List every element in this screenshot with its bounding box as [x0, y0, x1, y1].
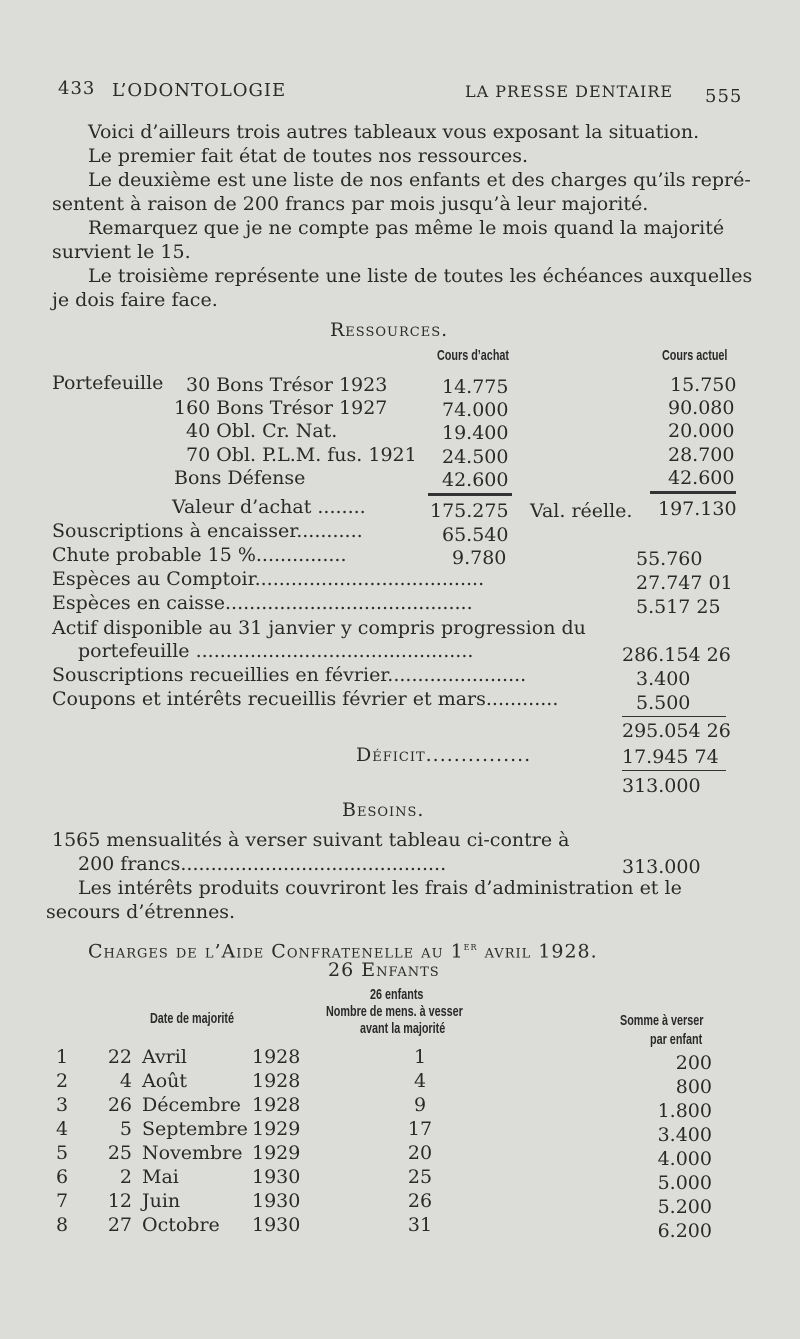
intro-line: je dois faire face. — [52, 289, 218, 311]
portfolio-item-actuel: 20.000 — [668, 420, 735, 442]
column-header-nombre: Nombre de mens. à vesser — [326, 1003, 463, 1020]
portfolio-item-label: 40 Obl. Cr. Nat. — [186, 420, 338, 442]
row-day: 12 — [107, 1190, 132, 1212]
row-year: 1929 — [252, 1142, 301, 1164]
portefeuille-label: Portefeuille — [52, 372, 164, 394]
row-month: Juin — [142, 1190, 181, 1212]
row-month: Avril — [142, 1046, 187, 1068]
row-number: 3 — [56, 1094, 69, 1116]
column-header-somme: Somme à verser — [620, 1012, 704, 1029]
section-title-besoins: Besoins. — [342, 799, 425, 821]
resource-line-right: 27.747 01 — [636, 572, 733, 594]
coupons-value: 5.500 — [636, 692, 691, 714]
section-subtitle-charges: 26 Enfants — [328, 959, 440, 981]
row-day: 26 — [107, 1094, 132, 1116]
portfolio-item-label: 30 Bons Trésor 1923 — [186, 374, 388, 396]
sum-rule — [622, 716, 726, 717]
intro-line: survient le 15. — [52, 241, 191, 263]
besoins-value: 313.000 — [622, 856, 701, 878]
row-somme: 6.200 — [657, 1220, 712, 1242]
portfolio-item-actuel: 28.700 — [668, 444, 735, 466]
valeur-reelle-label: Val. réelle. — [530, 500, 633, 522]
resource-line-label: Chute probable 15 %............... — [52, 544, 347, 566]
row-mensualites: 17 — [407, 1118, 433, 1140]
intro-line: sentent à raison de 200 francs par mois jusqu’à leur majorité. — [52, 193, 649, 215]
page-number-right: 555 — [705, 86, 743, 107]
intro-line: Le premier fait état de toutes nos ressources. — [88, 145, 528, 167]
valeur-achat-label: Valeur d’achat ........ — [172, 496, 366, 518]
row-number: 6 — [56, 1166, 69, 1188]
row-somme: 4.000 — [657, 1148, 712, 1170]
row-number: 1 — [56, 1046, 69, 1068]
column-header-achat: Cours d’achat — [437, 347, 510, 364]
sum-rule — [428, 493, 512, 496]
row-year: 1930 — [252, 1214, 301, 1236]
row-year: 1928 — [252, 1046, 301, 1068]
deficit-label: Déficit............... — [356, 744, 532, 766]
row-month: Août — [142, 1070, 188, 1092]
resource-line-label: Espèces au Comptoir...................................... — [52, 568, 485, 590]
portfolio-item-achat: 24.500 — [442, 446, 509, 468]
row-year: 1929 — [252, 1118, 301, 1140]
portfolio-item-achat: 74.000 — [442, 399, 509, 421]
souscriptions-fevrier-label: Souscriptions recueillies en février....................... — [52, 664, 527, 686]
actif-label-line2: portefeuille .............................................. — [78, 640, 474, 662]
portfolio-item-actuel: 90.080 — [668, 397, 735, 419]
section-title-ressources: Ressources. — [330, 319, 449, 341]
row-year: 1930 — [252, 1166, 301, 1188]
row-mensualites: 26 — [407, 1190, 433, 1212]
intro-line: Le deuxième est une liste de nos enfants et des charges qu’ils repré- — [88, 169, 751, 191]
resource-line-label: Espèces en caisse......................................... — [52, 592, 473, 614]
total-value: 313.000 — [622, 775, 701, 797]
intro-line: Voici d’ailleurs trois autres tableaux vous exposant la situation. — [88, 121, 700, 143]
row-year: 1928 — [252, 1070, 301, 1092]
portfolio-item-label: Bons Défense — [174, 467, 306, 489]
sum-rule — [650, 491, 736, 494]
row-mensualites: 4 — [413, 1070, 427, 1092]
row-somme: 200 — [675, 1052, 712, 1074]
row-somme: 5.000 — [657, 1172, 712, 1194]
row-day: 2 — [119, 1166, 132, 1188]
page-number-left: 433 — [58, 78, 96, 99]
row-day: 22 — [107, 1046, 132, 1068]
row-day: 25 — [107, 1142, 132, 1164]
portfolio-item-label: 160 Bons Trésor 1927 — [174, 397, 388, 419]
besoins-line: 1565 mensualités à verser suivant tableau ci-contre à — [52, 829, 570, 851]
resource-line-right: 55.760 — [636, 548, 703, 570]
valeur-reelle-value: 197.130 — [658, 498, 737, 520]
column-header-somme: par enfant — [650, 1031, 703, 1048]
row-year: 1930 — [252, 1190, 301, 1212]
row-number: 4 — [56, 1118, 69, 1140]
portfolio-item-actuel: 15.750 — [670, 374, 737, 396]
resource-line-mid: 9.780 — [452, 547, 507, 569]
row-mensualites: 31 — [407, 1214, 433, 1236]
portfolio-item-achat: 14.775 — [442, 376, 509, 398]
resource-line-right: 5.517 25 — [636, 596, 721, 618]
besoins-line: secours d’étrennes. — [46, 901, 236, 923]
row-month: Décembre — [142, 1094, 241, 1116]
row-somme: 1.800 — [657, 1100, 712, 1122]
row-month: Octobre — [142, 1214, 220, 1236]
row-number: 7 — [56, 1190, 69, 1212]
row-day: 27 — [107, 1214, 132, 1236]
besoins-line: 200 francs............................................ — [78, 853, 447, 875]
coupons-label: Coupons et intérêts recueillis février et mars............ — [52, 688, 559, 710]
row-number: 8 — [56, 1214, 69, 1236]
row-year: 1928 — [252, 1094, 301, 1116]
resource-line-mid: 65.540 — [442, 524, 509, 546]
row-month: Novembre — [142, 1142, 243, 1164]
column-header-date: Date de majorité — [150, 1010, 235, 1027]
portfolio-item-actuel: 42.600 — [668, 467, 735, 489]
row-somme: 3.400 — [657, 1124, 712, 1146]
row-day: 5 — [119, 1118, 132, 1140]
row-mensualites: 25 — [407, 1166, 433, 1188]
deficit-value: 17.945 74 — [622, 746, 719, 768]
column-header-nombre: avant la majorité — [360, 1020, 446, 1037]
portfolio-item-achat: 19.400 — [442, 422, 509, 444]
actif-value: 286.154 26 — [622, 644, 731, 666]
intro-line: Remarquez que je ne compte pas même le mois quand la majorité — [88, 217, 725, 239]
sum-rule — [622, 770, 726, 771]
souscriptions-fevrier-value: 3.400 — [636, 668, 691, 690]
column-header-actuel: Cours actuel — [662, 347, 728, 364]
resource-line-label: Souscriptions à encaisser........... — [52, 520, 363, 542]
column-header-nombre: 26 enfants — [370, 986, 424, 1003]
subtotal-value: 295.054 26 — [622, 720, 731, 742]
row-somme: 800 — [675, 1076, 712, 1098]
row-mensualites: 9 — [413, 1094, 427, 1116]
row-mensualites: 20 — [407, 1142, 433, 1164]
row-month: Mai — [142, 1166, 179, 1188]
portfolio-item-label: 70 Obl. P.L.M. fus. 1921 — [186, 444, 417, 466]
intro-line: Le troisième représente une liste de toutes les échéances auxquelles — [88, 265, 753, 287]
row-somme: 5.200 — [657, 1196, 712, 1218]
besoins-line: Les intérêts produits couvriront les frais d’administration et le — [78, 877, 682, 899]
row-number: 5 — [56, 1142, 69, 1164]
actif-label-line1: Actif disponible au 31 janvier y compris progression du — [52, 617, 586, 639]
valeur-achat-value: 175.275 — [430, 500, 509, 522]
row-number: 2 — [56, 1070, 69, 1092]
journal-title-left: L’ODONTOLOGIE — [112, 80, 287, 101]
journal-title-right: LA PRESSE DENTAIRE — [465, 82, 674, 101]
row-day: 4 — [119, 1070, 132, 1092]
row-mensualites: 1 — [413, 1046, 427, 1068]
row-month: Septembre — [142, 1118, 248, 1140]
section-title-charges: Charges de l’Aide Confratenelle au 1er avril 1928. — [88, 939, 598, 963]
portfolio-item-achat: 42.600 — [442, 469, 509, 491]
